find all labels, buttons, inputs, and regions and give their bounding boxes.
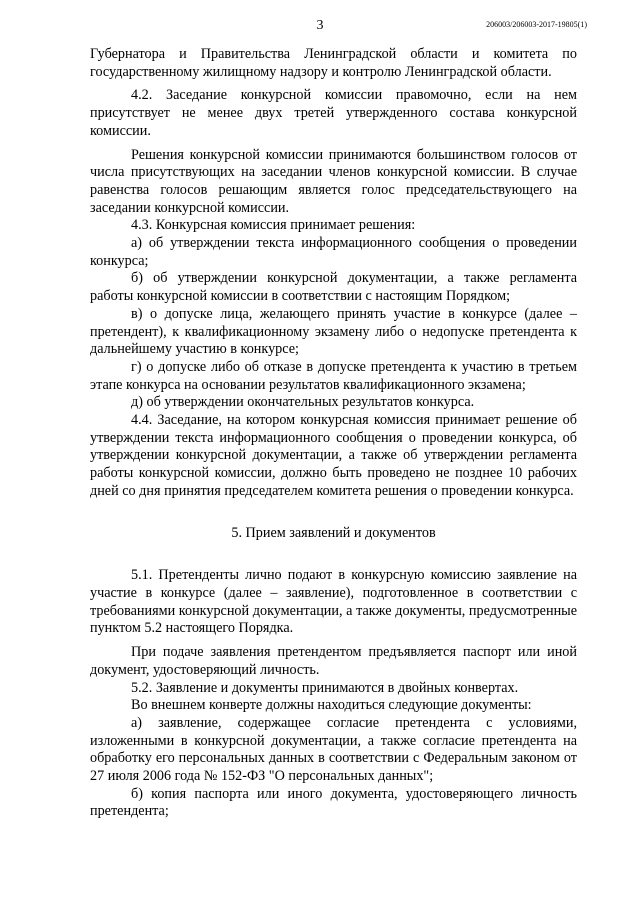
paragraph: в) о допуске лица, желающего принять участие в конкурсе (далее – претендент), к квалификационному экзамену либо о недопуске претендента к дальнейшему участию в конкурсе; <box>90 305 577 358</box>
document-id: 206003/206003-2017-19805(1) <box>486 20 587 29</box>
section-title: 5. Прием заявлений и документов <box>231 524 436 541</box>
paragraph: 5.2. Заявление и документы принимаются в двойных конвертах. <box>131 679 519 696</box>
paragraph: При подаче заявления претендентом предъявляется паспорт или иной документ, удостоверяющий личность. <box>90 644 577 678</box>
document-body <box>90 46 577 821</box>
paragraph: д) об утверждении окончательных результатов конкурса. <box>131 394 475 411</box>
paragraph: 4.4. Заседание, на котором конкурсная комиссия принимает решение об утверждении текста информационного сообщения о проведении конкурса, об утверждении конкурсной документации, а также об утверждении регламента работы конкурсной комиссии, должно быть проведено не позднее 10 рабочих дней со дня принятия председателем комитета решения о проведении конкурса. <box>90 412 577 499</box>
paragraph: б) об утверждении конкурсной документации, а также регламента работы конкурсной комиссии в соответствии с настоящим Порядком; <box>90 270 577 305</box>
paragraph: 4.3. Конкурсная комиссия принимает решения: <box>131 217 416 234</box>
page-number: 3 <box>316 18 324 33</box>
section-5-text <box>90 567 577 821</box>
paragraph: Губернатора и Правительства Ленинградской области и комитета по государственному жилищному надзору и контролю Ленинградской области. <box>90 46 577 80</box>
paragraph: Решения конкурсной комиссии принимаются большинством голосов от числа присутствующих на заседании членов конкурсной комиссии. В случае равенства голосов решающим является голос председательствующего на заседании конкурсной комиссии. <box>90 146 577 216</box>
paragraph: б) копия паспорта или иного документа, удостоверяющего личность претендента; <box>90 785 577 820</box>
paragraph: г) о допуске либо об отказе в допуске претендента к участию в третьем этапе конкурса на основании результатов квалификационного экзамена; <box>90 358 577 393</box>
section-4-text <box>90 46 577 501</box>
paragraph: а) об утверждении текста информационного сообщения о проведении конкурса; <box>90 235 577 269</box>
paragraph: 4.2. Заседание конкурсной комиссии правомочно, если на нем присутствует не менее двух третей утвержденного состава конкурсной комиссии. <box>90 87 577 139</box>
paragraph: а) заявление, содержащее согласие претендента с условиями, изложенными в конкурсной документации, а также согласие претендента на обработку его персональных данных в соответствии с Федеральным законом от 27 июля 2006 года № 152-ФЗ "О персональных данных"; <box>90 714 577 785</box>
paragraph: 5.1. Претенденты лично подают в конкурсную комиссию заявление на участие в конкурсе (далее – заявление), подготовленное в соответствии с требованиями конкурсной документации, а также документы, предусмотренные пунктом 5.2 настоящего Порядка. <box>90 567 577 637</box>
paragraph: Во внешнем конверте должны находиться следующие документы: <box>131 697 532 714</box>
